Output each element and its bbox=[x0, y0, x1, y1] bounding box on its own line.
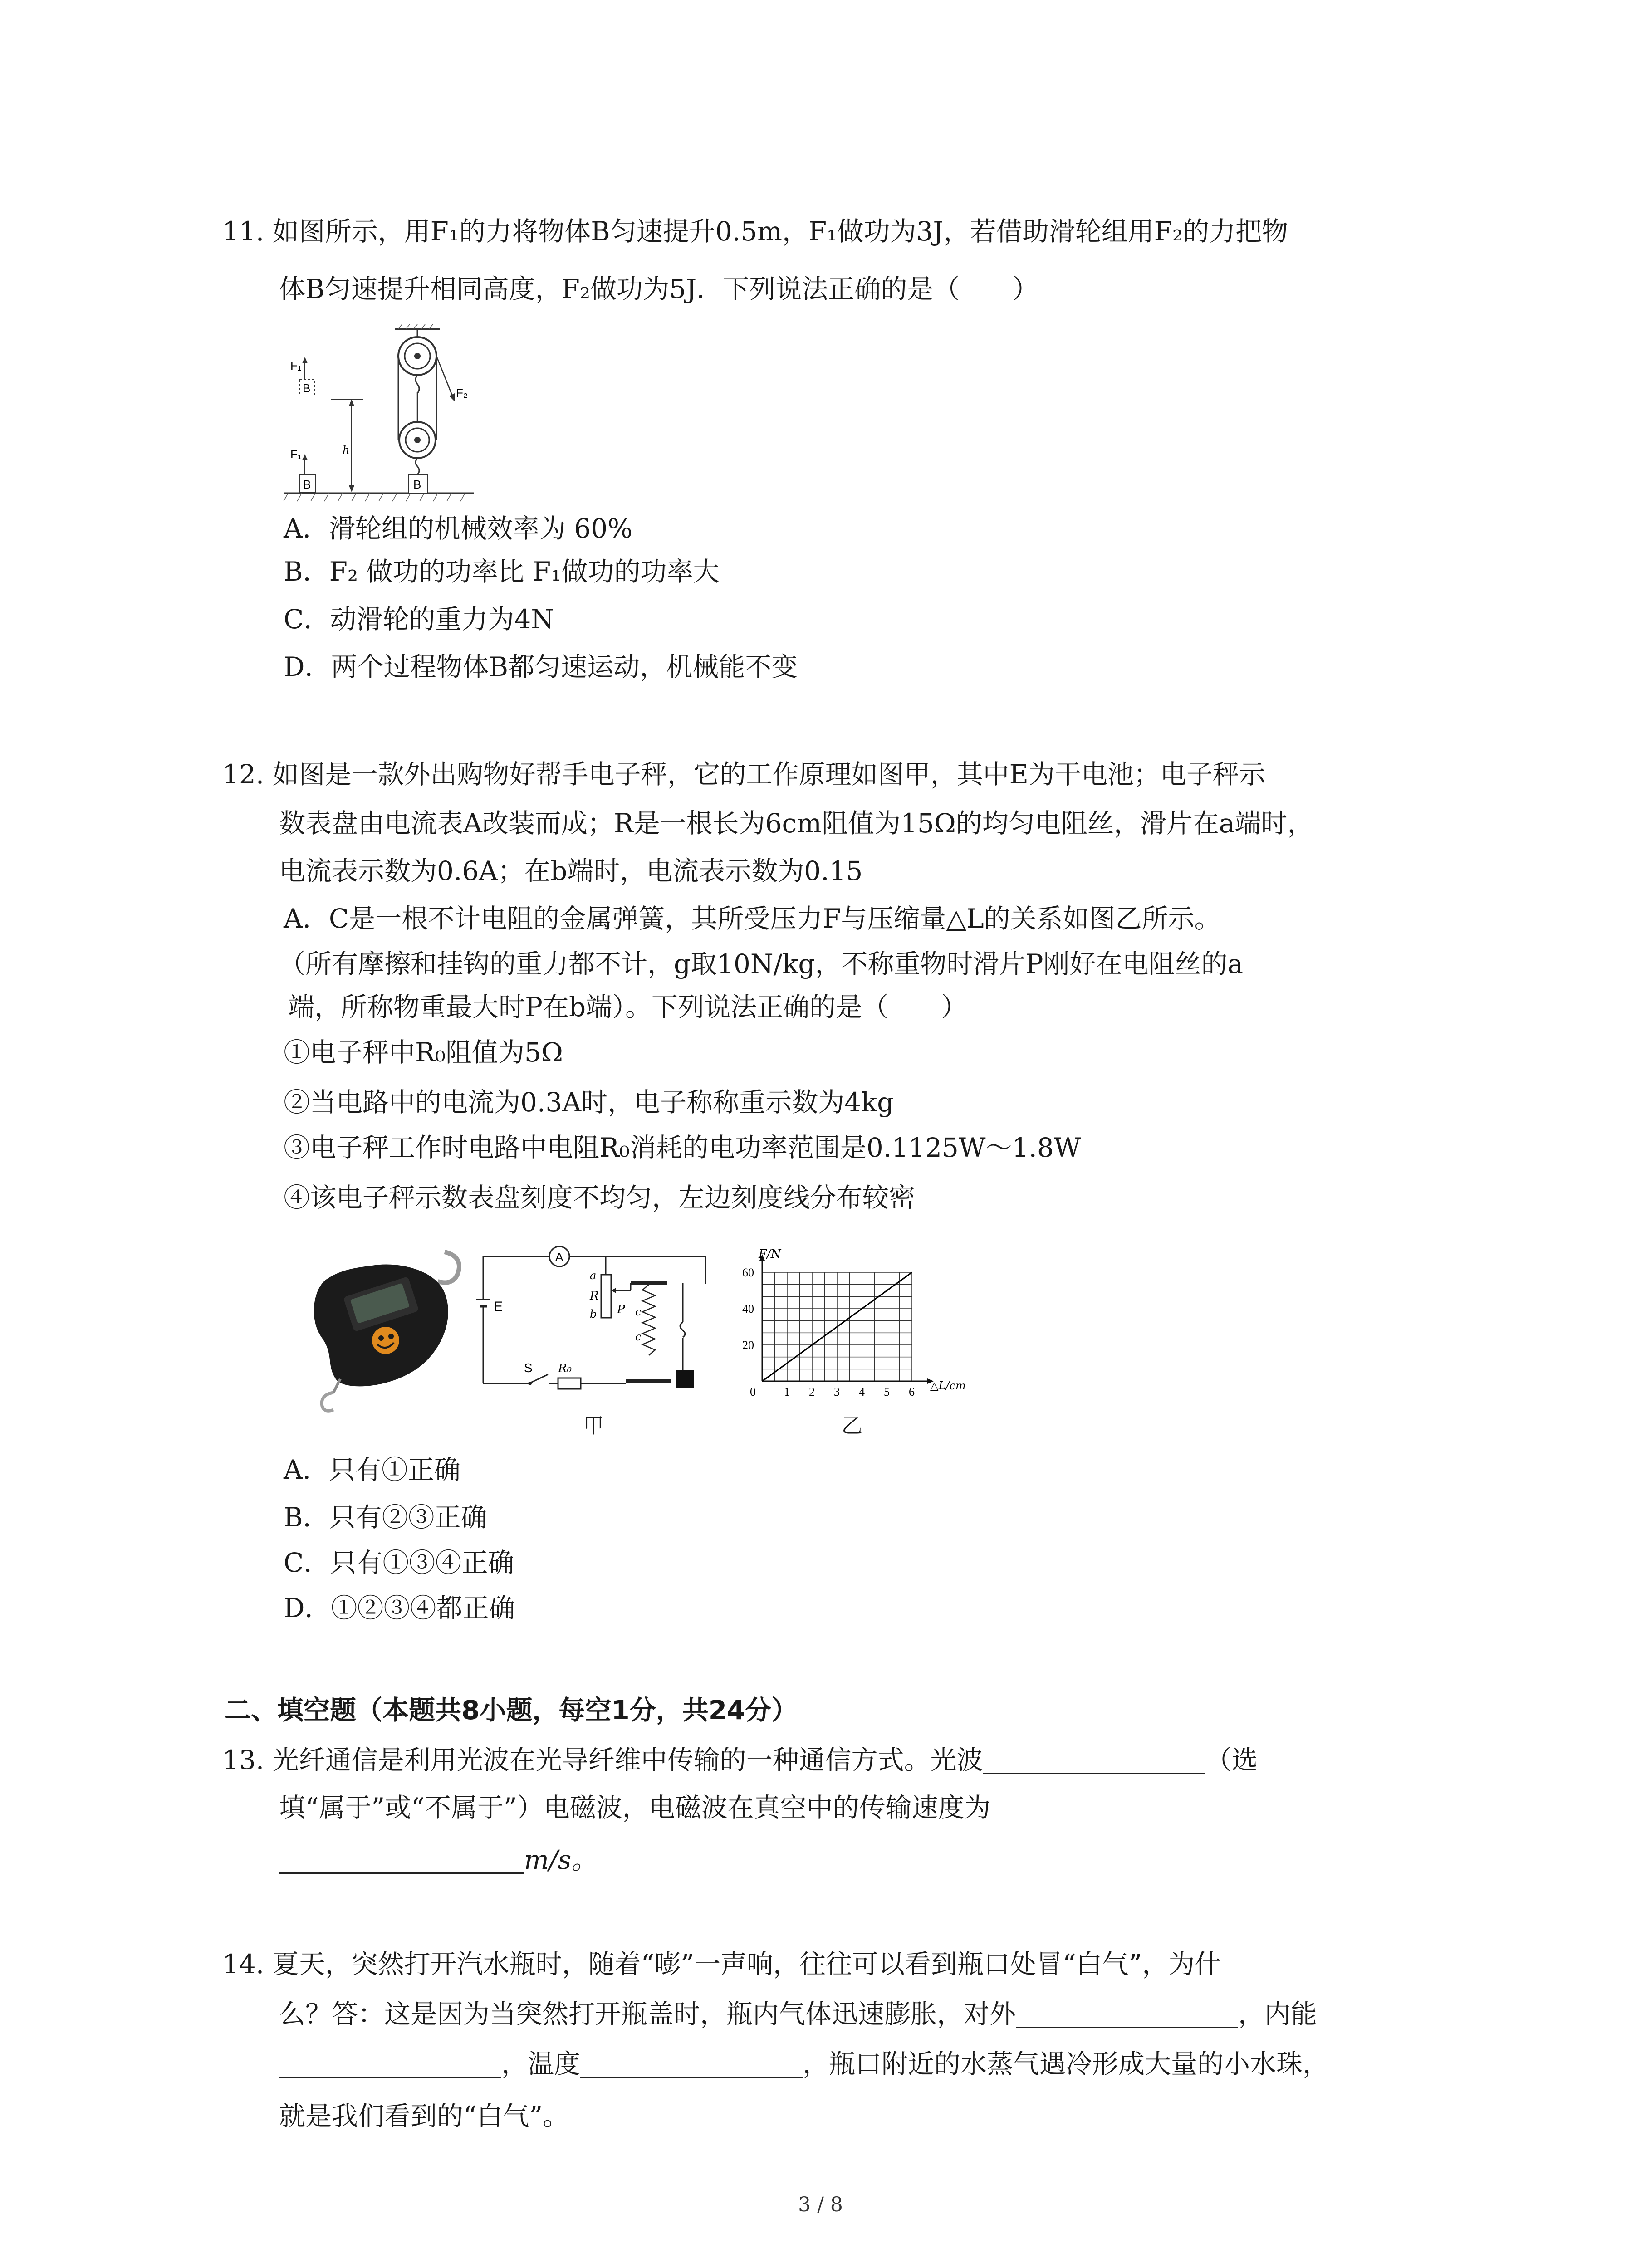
spring-c2-label: c bbox=[635, 1330, 642, 1343]
switch-label: S bbox=[524, 1361, 533, 1375]
q14-text3a: ，温度 bbox=[501, 2048, 581, 2079]
q14-blank-1[interactable] bbox=[1016, 1999, 1238, 2028]
q11-option-a[interactable]: A．滑轮组的机械效率为 60% bbox=[284, 513, 633, 544]
q14-line3 bbox=[279, 2046, 1329, 2082]
x-tick-label: 4 bbox=[859, 1385, 865, 1398]
q14-line1: 14. 夏天，突然打开汽水瓶时，随着“嘭”一声响，往往可以看到瓶口处冒“白气”，为什 bbox=[222, 1949, 1221, 1980]
q12-stem-line2: 数表盘由电流表A改装而成；R是一根长为6cm阻值为15Ω的均匀电阻丝，滑片在a端时， bbox=[279, 808, 1314, 839]
chart-x-axis-label: △L/cm bbox=[930, 1379, 966, 1392]
x-tick-label: 5 bbox=[884, 1385, 890, 1398]
q11-pulley-figure bbox=[281, 324, 476, 506]
q12-statement-4: ④该电子秤示数表盘刻度不均匀，左边刻度线分布较密 bbox=[284, 1182, 916, 1213]
f1-top-label: F₁ bbox=[290, 359, 302, 372]
q14-text3b: ，瓶口附近的水蒸气遇冷形成大量的小水珠， bbox=[803, 2048, 1329, 2079]
battery-label: E bbox=[494, 1299, 503, 1314]
q12-stem-line3: 电流表示数为0.6A；在b端时，电流表示数为0.15 bbox=[279, 855, 863, 886]
x-tick-label: 0 bbox=[750, 1385, 756, 1398]
f2-label: F₂ bbox=[456, 386, 468, 400]
q11-option-b[interactable]: B．F₂ 做功的功率比 F₁做功的功率大 bbox=[284, 556, 720, 587]
q13-unit: m/s。 bbox=[524, 1844, 598, 1875]
section-2-heading: 二、填空题（本题共8小题，每空1分，共24分） bbox=[225, 1695, 798, 1725]
q14-line2 bbox=[279, 1996, 1317, 2032]
q12-statement-3: ③电子秤工作时电路中电阻R₀消耗的电功率范围是0.1125W～1.8W bbox=[284, 1132, 1081, 1163]
q14-text2a: 么？答：这是因为当突然打开瓶盖时，瓶内气体迅速膨胀，对外 bbox=[279, 1999, 1016, 2029]
b-pulley-label: B bbox=[413, 478, 421, 491]
q13-line2: 填“属于”或“不属于”）电磁波，电磁波在真空中的传输速度为 bbox=[279, 1792, 991, 1823]
q11-option-c[interactable]: C．动滑轮的重力为4N bbox=[284, 604, 554, 635]
q13-text1-end: （选 bbox=[1205, 1745, 1258, 1775]
q12-statement-2: ②当电路中的电流为0.3A时，电子称称重示数为4kg bbox=[284, 1087, 894, 1118]
pulley-system-diagram bbox=[395, 324, 468, 493]
q13-text1: 13. 光纤通信是利用光波在光导纤维中传输的一种通信方式。光波 bbox=[222, 1745, 983, 1775]
a-end-label: a bbox=[590, 1269, 597, 1282]
spring-c1-label: c bbox=[635, 1305, 642, 1318]
electronic-scale-photo bbox=[309, 1243, 472, 1415]
direct-lift-diagram bbox=[290, 357, 363, 492]
r0-label: R₀ bbox=[558, 1362, 572, 1375]
y-tick-label: 20 bbox=[742, 1339, 754, 1352]
q12-stem-line5: （所有摩擦和挂钩的重力都不计，g取10N/kg，不称重物时滑片P刚好在电阻丝的a bbox=[279, 948, 1244, 979]
q12-option-c[interactable]: C．只有①③④正确 bbox=[284, 1547, 514, 1578]
q12-option-a[interactable]: A．只有①正确 bbox=[284, 1454, 460, 1485]
chart-y-axis-label: F/N bbox=[759, 1247, 781, 1261]
f1-bottom-label: F₁ bbox=[290, 447, 302, 461]
page-number: 3 / 8 bbox=[798, 2193, 843, 2216]
b-top-label: B bbox=[303, 381, 311, 395]
q12-stem-line1: 12. 如图是一款外出购物好帮手电子秤，它的工作原理如图甲，其中E为干电池；电子秤示 bbox=[222, 759, 1266, 790]
force-compression-chart bbox=[735, 1245, 971, 1408]
h-label: h bbox=[343, 444, 350, 456]
x-tick-label: 1 bbox=[784, 1385, 790, 1398]
circuit-diagram-jia bbox=[476, 1243, 712, 1393]
p-label: P bbox=[617, 1303, 625, 1316]
q13-blank-1[interactable] bbox=[983, 1745, 1205, 1774]
y-tick-label: 60 bbox=[742, 1266, 754, 1279]
q14-line4: 就是我们看到的“白气”。 bbox=[279, 2101, 569, 2131]
q11-stem-line1: 11. 如图所示，用F₁的力将物体B匀速提升0.5m，F₁做功为3J，若借助滑轮组用F₂的力把物 bbox=[222, 216, 1288, 247]
x-tick-label: 2 bbox=[809, 1385, 815, 1398]
x-tick-label: 6 bbox=[909, 1385, 915, 1398]
y-tick-label: 40 bbox=[742, 1302, 754, 1315]
q14-text2b: ，内能 bbox=[1238, 1999, 1318, 2029]
q11-stem-line2: 体B匀速提升相同高度，F₂做功为5J．下列说法正确的是（ ） bbox=[279, 274, 1039, 304]
q12-stem-line6: 端，所称物重最大时P在b端）。下列说法正确的是（ ） bbox=[288, 992, 968, 1022]
q14-blank-3[interactable] bbox=[580, 2048, 803, 2078]
x-tick-label: 3 bbox=[834, 1385, 840, 1398]
q12-statement-1: ①电子秤中R₀阻值为5Ω bbox=[284, 1037, 563, 1068]
q11-option-d[interactable]: D．两个过程物体B都匀速运动，机械能不变 bbox=[284, 651, 798, 682]
r-label: R bbox=[590, 1289, 599, 1303]
q13-blank-2[interactable] bbox=[279, 1844, 524, 1874]
q12-option-b[interactable]: B．只有②③正确 bbox=[284, 1502, 487, 1533]
ammeter-label: A bbox=[555, 1250, 563, 1264]
b-end-label: b bbox=[590, 1308, 597, 1320]
q12-stem-line4: A．C是一根不计电阻的金属弹簧，其所受压力F与压缩量△L的关系如图乙所示。 bbox=[284, 903, 1221, 934]
q13-line3 bbox=[279, 1842, 598, 1878]
q13-line1 bbox=[222, 1742, 1258, 1778]
b-bottom-label: B bbox=[303, 478, 311, 491]
caption-yi: 乙 bbox=[842, 1413, 862, 1438]
q14-blank-2[interactable] bbox=[279, 2048, 501, 2078]
caption-jia: 甲 bbox=[583, 1413, 604, 1438]
q12-option-d[interactable]: D．①②③④都正确 bbox=[284, 1593, 515, 1623]
